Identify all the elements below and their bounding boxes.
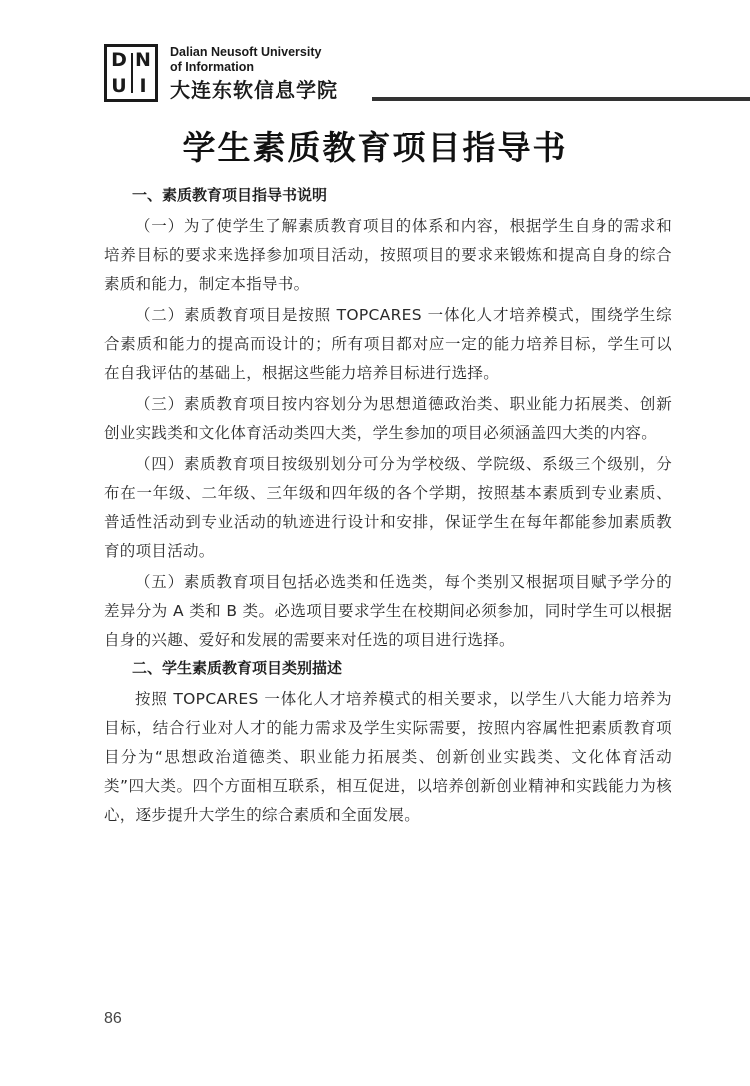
university-en-line2: of Information	[170, 60, 255, 74]
document-body	[104, 184, 672, 832]
paragraph: 按照 TOPCARES 一体化人才培养模式的相关要求，以学生八大能力培养为目标，结合行业对人才的能力需求及学生实际需要，按照内容属性把素质教育项目分为“思想政治道德类、职业能力拓展类、创新创业实践类、文化体育活动类”四大类。四个方面相互联系，相互促进，以培养创新创业精神和实践能力为核心，逐步提升大学生的综合素质和全面发展。	[104, 690, 672, 824]
page-title: 学生素质教育项目指导书	[182, 128, 568, 167]
paragraph: （五）素质教育项目包括必选类和任选类，每个类别又根据项目赋予学分的差异分为 A 类和 B 类。必选项目要求学生在校期间必须参加，同时学生可以根据自身的兴趣、爱好和发展的需要来对任选的项目进行选择。	[104, 573, 672, 649]
paragraph: （二）素质教育项目是按照 TOPCARES 一体化人才培养模式，围绕学生综合素质和能力的提高而设计的；所有项目都对应一定的能力培养目标，学生可以在自我评估的基础上，根据这些能力培养目标进行选择。	[104, 306, 672, 382]
logo-divider	[131, 53, 133, 93]
page-number: 86	[104, 1010, 122, 1027]
paragraph: （四）素质教育项目按级别划分可分为学校级、学院级、系级三个级别，分布在一年级、二年级、三年级和四年级的各个学期，按照基本素质到专业素质、普适性活动到专业活动的轨迹进行设计和安排，保证学生在每年都能参加素质教育的项目活动。	[104, 455, 672, 560]
university-name-chinese: 大连东软信息学院	[170, 78, 338, 102]
paragraph: （三）素质教育项目按内容划分为思想道德政治类、职业能力拓展类、创新创业实践类和文化体育活动类四大类，学生参加的项目必须涵盖四大类的内容。	[104, 395, 672, 442]
header-rule	[372, 97, 750, 101]
logo-letter: D	[111, 49, 127, 71]
logo-letter: I	[139, 75, 147, 97]
logo-letter: U	[111, 75, 127, 97]
university-name-english	[170, 45, 321, 75]
page-header	[104, 44, 750, 106]
dnui-logo	[104, 44, 158, 102]
paragraph: （一）为了使学生了解素质教育项目的体系和内容，根据学生自身的需求和培养目标的要求来选择参加项目活动，按照项目的要求来锻炼和提高自身的综合素质和能力，制定本指导书。	[104, 217, 672, 293]
section-heading: 一、素质教育项目指导书说明	[132, 186, 328, 204]
university-en-line1: Dalian Neusoft University	[170, 45, 322, 59]
section-heading: 二、学生素质教育项目类别描述	[132, 659, 343, 677]
logo-letter: N	[135, 49, 151, 71]
